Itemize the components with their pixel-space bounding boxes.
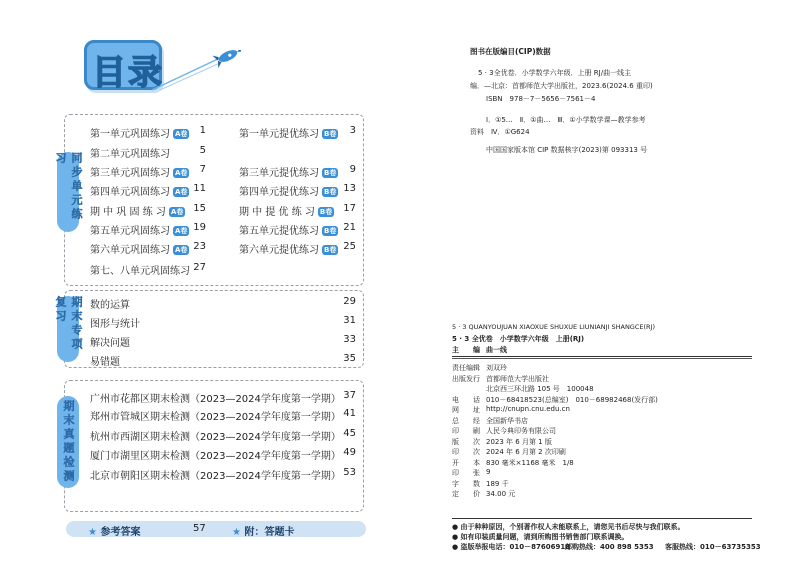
toc-entry-page: 27 — [193, 262, 206, 273]
toc-entry[interactable] — [90, 353, 120, 368]
answers-page: 57 — [193, 523, 206, 534]
colophon-value: 34.00 元 — [486, 490, 516, 498]
toc-entry-label: 第五单元巩固练习 — [90, 226, 170, 237]
toc-entry[interactable] — [239, 241, 338, 256]
answer-sheet-label[interactable]: ★ 附：答题卡 — [232, 527, 295, 538]
toc-entry-label: 第一单元提优练习 — [239, 129, 319, 140]
toc-entry-label: 第四单元巩固练习 — [90, 187, 170, 198]
notice-line: ● 如有印装质量问题，请到所购图书销售部门联系调换。 — [452, 533, 629, 541]
toc-entry-badge: A卷 — [175, 246, 188, 254]
toc-entry[interactable] — [90, 428, 341, 443]
toc-entry-badge: B卷 — [324, 188, 337, 196]
colophon-value: 首都师范大学出版社 — [486, 374, 549, 383]
toc-entry-label: 第三单元提优练习 — [239, 168, 319, 179]
toc-entry-label: 第五单元提优练习 — [239, 226, 319, 237]
colophon-value: 人民今典印务有限公司 — [486, 427, 556, 435]
star-icon: ★ — [232, 527, 241, 538]
section-tab-exams: 期末真题检测 — [57, 396, 79, 488]
toc-entry-badge: A卷 — [175, 130, 188, 138]
toc-title: 目录 — [92, 53, 164, 93]
toc-entry[interactable] — [239, 183, 338, 198]
colophon-key: 字 数 — [452, 479, 480, 488]
colophon-value: 全国新华书店 — [486, 416, 528, 425]
toc-entry-badge: B卷 — [324, 246, 337, 254]
toc-entry-page: 31 — [343, 315, 356, 326]
toc-entry-label: 数的运算 — [90, 300, 130, 311]
cn-title: 5 · 3 全优卷 小学数学六年级 上册(RJ) — [452, 335, 585, 343]
toc-entry[interactable] — [239, 222, 338, 237]
toc-entry-label: 第六单元提优练习 — [239, 245, 319, 256]
toc-entry-label: 第六单元巩固练习 — [90, 245, 170, 256]
cip-heading: 图书在版编目(CIP)数据 — [470, 47, 551, 56]
toc-entry-page: 25 — [343, 241, 356, 252]
toc-entry-label: 第三单元巩固练习 — [90, 168, 170, 179]
toc-entry-page: 29 — [343, 296, 356, 307]
toc-entry[interactable] — [90, 296, 130, 311]
toc-entry-page: 9 — [349, 164, 356, 175]
colophon-key: 网 址 — [452, 406, 480, 414]
colophon-value: 830 毫米×1168 毫米 1/8 — [486, 458, 574, 467]
toc-entry-label: 厦门市湖里区期末检测（2023—2024学年度第一学期） — [90, 451, 341, 462]
toc-entry-badge: B卷 — [319, 208, 333, 216]
section-tab-review: 期末专项复习 — [57, 296, 79, 362]
toc-entry-page: 11 — [193, 183, 206, 194]
toc-entry-page: 23 — [193, 241, 206, 252]
toc-entry-page: 53 — [343, 467, 356, 478]
notice-line: 客服热线：010－63735353 — [665, 543, 761, 551]
toc-entry-page: 35 — [343, 353, 356, 364]
pinyin-title: 5 · 3 QUANYOUJUAN XIAOXUE SHUXUE LIUNIANJI SHANGCE(RJ) — [452, 323, 655, 331]
toc-entry-badge: A卷 — [175, 169, 188, 177]
toc-entry-label: 广州市花都区期末检测（2023—2024学年度第一学期） — [90, 394, 341, 405]
cip-line: ISBN 978－7－5656－7561－4 — [486, 95, 596, 103]
notice-line: ● 盗版举报电话：010－87606918 — [452, 543, 571, 551]
toc-entry[interactable] — [90, 262, 190, 277]
toc-entry-badge: A卷 — [175, 188, 188, 196]
cip-line: 5 · 3全优卷．小学数学六年级．上册 RJ/曲一线主 — [478, 69, 632, 77]
toc-entry-label: 北京市朝阳区期末检测（2023—2024学年度第一学期） — [90, 471, 341, 482]
toc-entry-badge: A卷 — [170, 208, 184, 216]
section-tab-sync: 同步单元练习 — [57, 152, 79, 232]
colophon-key: 印 次 — [452, 448, 480, 456]
colophon-value: 北京西三环北路 105 号 100048 — [486, 385, 594, 393]
toc-entry[interactable] — [90, 390, 341, 405]
toc-entry[interactable] — [239, 164, 338, 179]
rocket-icon — [150, 50, 250, 92]
colophon-value: 9 — [486, 468, 491, 476]
toc-entry-label: 易错题 — [90, 357, 120, 368]
colophon-value: http://cnupn.cnu.edu.cn — [486, 405, 570, 413]
toc-entry-badge: B卷 — [324, 169, 337, 177]
toc-entry-page: 17 — [343, 203, 356, 214]
toc-entry[interactable] — [90, 408, 341, 423]
colophon-key: 电 话 — [452, 395, 480, 404]
toc-entry-page: 7 — [199, 164, 206, 175]
colophon-value: 2023 年 6 月第 1 版 — [486, 437, 552, 446]
cip-line: 中国国家版本馆 CIP 数据核字(2023)第 093313 号 — [486, 146, 648, 154]
colophon-key: 定 价 — [452, 490, 480, 498]
colophon-key: 开 本 — [452, 458, 480, 467]
toc-entry[interactable] — [90, 315, 140, 330]
toc-entry[interactable] — [90, 125, 189, 140]
colophon-value: 010－68418523(总编室) 010－68982468(发行部) — [486, 395, 658, 404]
colophon-key: 版 次 — [452, 437, 480, 446]
divider — [452, 358, 752, 359]
answers-label[interactable]: ★ 参考答案 — [88, 527, 141, 538]
toc-entry-label: 第一单元巩固练习 — [90, 129, 170, 140]
toc-entry[interactable] — [90, 447, 341, 462]
toc-entry-label: 郑州市管城区期末检测（2023—2024学年度第一学期） — [90, 412, 341, 423]
toc-entry-page: 49 — [343, 447, 356, 458]
toc-entry-page: 41 — [343, 408, 356, 419]
cip-line: Ⅰ．①5… Ⅱ．①曲… Ⅲ．①小学数学课—教学参考 — [486, 116, 646, 124]
notice-line: ● 由于种种原因，个别著作权人未能联系上，请您见书后尽快与我们联系。 — [452, 523, 685, 531]
toc-entry[interactable] — [239, 203, 334, 218]
toc-entry-label: 图形与统计 — [90, 319, 140, 330]
toc-entry-label: 杭州市西湖区期末检测（2023—2024学年度第一学期） — [90, 432, 341, 443]
editor-value: 曲一线 — [486, 346, 507, 354]
toc-entry-page: 5 — [199, 145, 206, 156]
toc-entry-page: 15 — [193, 203, 206, 214]
toc-entry-label: 第七、八单元巩固练习 — [90, 266, 190, 277]
divider — [452, 356, 752, 357]
toc-entry-badge: A卷 — [175, 227, 188, 235]
toc-entry-badge: B卷 — [324, 227, 337, 235]
toc-entry-page: 45 — [343, 428, 356, 439]
divider — [452, 518, 752, 519]
toc-entry-badge: B卷 — [324, 130, 337, 138]
toc-entry-label: 第二单元巩固练习 — [90, 149, 170, 160]
toc-entry[interactable] — [239, 125, 338, 140]
star-icon: ★ — [88, 527, 97, 538]
toc-entry[interactable] — [90, 241, 189, 256]
toc-entry-page: 21 — [343, 222, 356, 233]
colophon-value: 189 千 — [486, 479, 509, 488]
editor-key: 主 编 — [452, 346, 480, 354]
toc-entry-page: 1 — [199, 125, 206, 136]
colophon-key: 出版发行 — [452, 374, 480, 383]
cip-line: 编．—北京：首都师范大学出版社，2023.6(2024.6 重印) — [470, 82, 653, 90]
toc-entry[interactable] — [90, 203, 185, 218]
toc-entry[interactable] — [90, 334, 130, 349]
toc-entry-page: 19 — [193, 222, 206, 233]
colophon-key: 总 经 — [452, 416, 480, 425]
toc-entry-page: 3 — [349, 125, 356, 136]
cip-line: 资料 Ⅳ．①G624 — [470, 128, 530, 136]
toc-entry[interactable] — [90, 467, 341, 482]
toc-entry-label: 期 中 巩 固 练 习 — [90, 207, 166, 218]
toc-entry-page: 33 — [343, 334, 356, 345]
colophon-value: 2024 年 6 月第 2 次印刷 — [486, 448, 566, 456]
colophon-value: 刘双玲 — [486, 364, 507, 372]
toc-entry[interactable] — [90, 222, 189, 237]
toc-entry-page: 37 — [343, 390, 356, 401]
toc-entry-label: 第四单元提优练习 — [239, 187, 319, 198]
toc-entry[interactable] — [90, 145, 170, 160]
toc-entry-label: 解决问题 — [90, 338, 130, 349]
colophon-key: 印 张 — [452, 469, 480, 477]
notice-line: 邮购热线：400 898 5353 — [565, 543, 654, 551]
toc-entry-label: 期 中 提 优 练 习 — [239, 207, 315, 218]
colophon-key: 印 刷 — [452, 427, 480, 435]
toc-entry-page: 13 — [343, 183, 356, 194]
colophon-key: 责任编辑 — [452, 364, 480, 372]
toc-entry[interactable] — [90, 164, 189, 179]
toc-entry[interactable] — [90, 183, 189, 198]
